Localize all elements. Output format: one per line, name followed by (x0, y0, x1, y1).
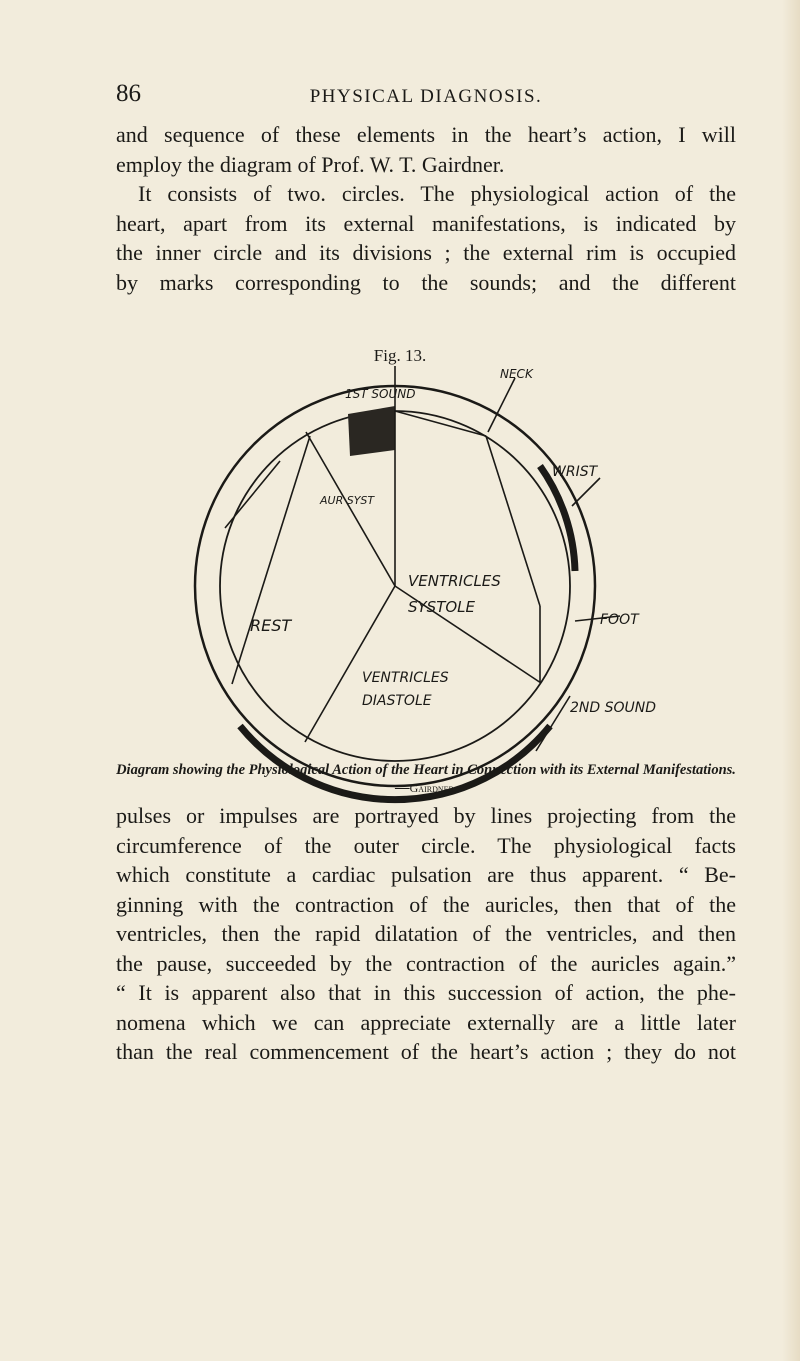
figure-caption (116, 761, 736, 797)
label-diastole: DIASTOLE (362, 693, 432, 709)
running-head: PHYSICAL DIAGNOSIS. (309, 86, 543, 107)
label-systole: SYSTOLE (408, 598, 476, 616)
text-line: ventricles, then the rapid dilatation of the ventricles, and then (116, 921, 736, 946)
heart-action-diagram (170, 366, 657, 756)
label-rest: REST (250, 616, 292, 635)
page-header (116, 80, 736, 110)
text-line: circumference of the outer circle. The physiological facts (116, 832, 736, 858)
paragraph-intro (116, 120, 736, 297)
label-aur-syst: AUR SYST (320, 494, 375, 507)
label-wrist: WRIST (552, 464, 598, 480)
text-line: by marks corresponding to the sounds; and the different (116, 269, 736, 295)
text-line: and sequence of these elements in the heart’s action, I will (116, 122, 736, 147)
label-foot: FOOT (600, 612, 639, 628)
text-line: nomena which we can appreciate externally are a little later (116, 1009, 736, 1035)
first-sound-mark (348, 406, 395, 456)
label-ventricles-systole: VENTRICLES (408, 572, 501, 590)
figure-label: Fig. 13. (373, 346, 427, 365)
text-line: It consists of two. circles. The physiological action of the (138, 181, 736, 206)
label-neck: NECK (500, 367, 533, 381)
label-first-sound: 1ST SOUND (345, 387, 416, 401)
caption-author: Gairdner. (409, 781, 457, 795)
text-line: the pause, succeeded by the contraction of the auricles again.” (116, 950, 736, 976)
page-number: 86 (116, 80, 141, 107)
text-line: the inner circle and its divisions ; the external rim is occupied (116, 240, 736, 265)
label-ventricles-diastole: VENTRICLES (362, 670, 449, 686)
text-line: pulses or impulses are portrayed by lines projecting from the (116, 803, 736, 828)
page-edge-shadow (782, 0, 800, 1361)
caption-text: Diagram showing the Physiological Action of the Heart in Connection with its External Manifestations.— (116, 762, 736, 796)
text-line: employ the diagram of Prof. W. T. Gairdner. (116, 151, 505, 177)
label-second-sound: 2ND SOUND (570, 700, 657, 716)
text-line: than the real commencement of the heart’s action ; they do not (116, 1039, 736, 1064)
text-line: “ It is apparent also that in this succession of action, the phe- (116, 980, 736, 1005)
text-line: which constitute a cardiac pulsation are thus apparent. “ Be- (116, 862, 736, 887)
paragraph-body (116, 801, 736, 1067)
text-line: heart, apart from its external manifestations, is indicated by (116, 210, 736, 236)
text-line: ginning with the contraction of the auricles, then that of the (116, 891, 736, 917)
